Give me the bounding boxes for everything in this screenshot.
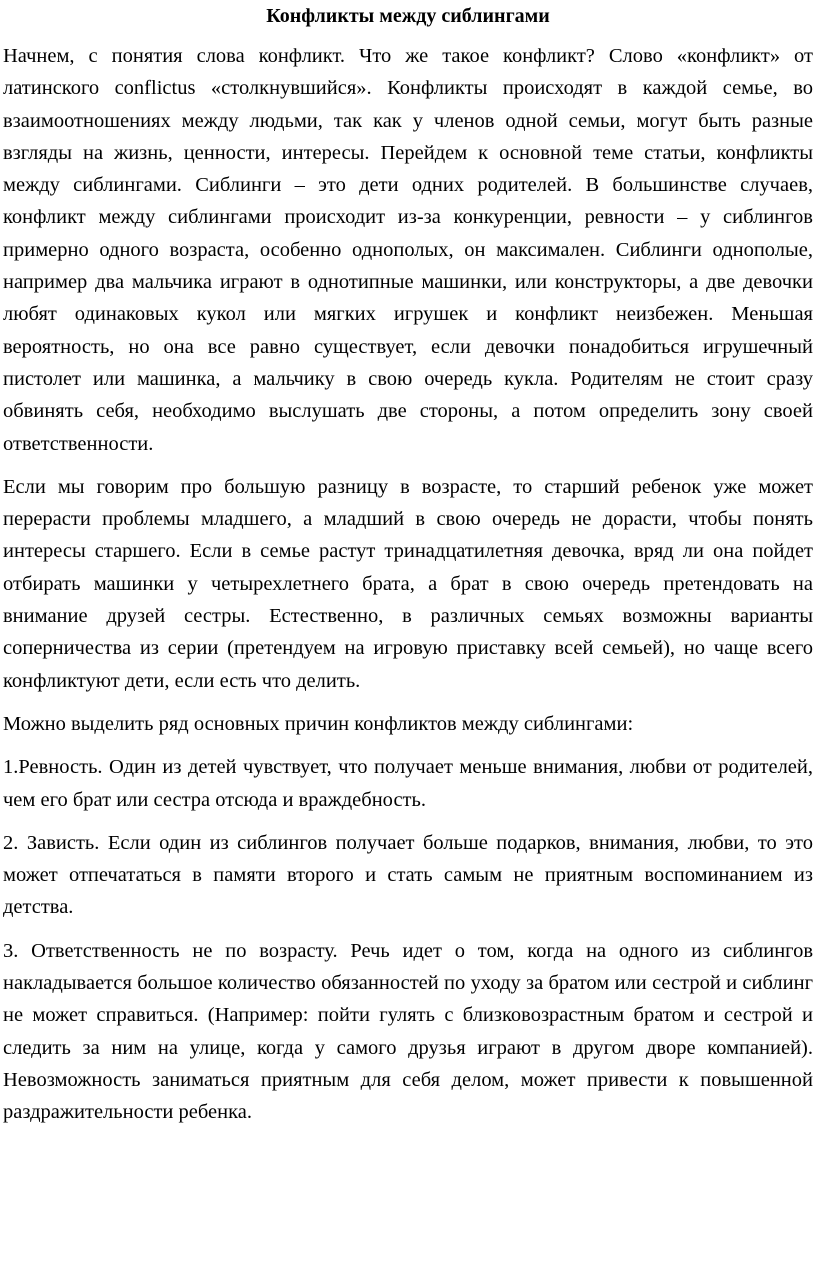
list-item-envy: 2. Зависть. Если один из сиблингов получает больше подарков, внимания, любви, то это может отпечататься в памяти второго и стать самым не приятным воспоминанием из детства. — [3, 831, 813, 919]
paragraph-age-difference: Если мы говорим про большую разницу в возрасте, то старший ребенок уже может перерасти проблемы младшего, а младший в свою очередь не дорасти, чтобы понять интересы старшего. Если в семье растут тринадцатилетняя девочка, вряд ли она пойдет отбирать машинки у четырехлетнего брата, а брат в свою очередь претендовать на внимание друзей сестры. Естественно, в различных семьях возможны варианты соперничества из серии (претендуем на игровую приставку всей семьей), но чаще всего конфликтуют дети, если есть что делить. — [3, 475, 813, 692]
list-item-responsibility: 3. Ответственность не по возрасту. Речь идет о том, когда на одного из сиблингов накладывается большое количество обязанностей по уходу за братом или сестрой и сиблинг не может справиться. (Например: пойти гулять с близковозрастным братом и сестрой и следить за ним на улице, когда у самого друзья играют в другом дворе компанией). Невозможность заниматься приятным для себя делом, может привести к повышенной раздражительности ребенка. — [3, 939, 813, 1124]
paragraph-intro: Начнем, с понятия слова конфликт. Что же такое конфликт? Слово «конфликт» от латинского conflictus «столкнувшийся». Конфликты происходят в каждой семье, во взаимоотношениях между людьми, так как у членов одной семьи, могут быть разные взгляды на жизнь, ценности, интересы. Перейдем к основной теме статьи, конфликты между сиблингами. Сиблинги – это дети одних родителей. В большинстве случаев, конфликт между сиблингами происходит из-за конкуренции, ревности – у сиблингов примерно одного возраста, особенно однополых, он максимален. Сиблинги однополые, например два мальчика играют в однотипные машинки, или конструкторы, а две девочки любят одинаковых кукол или мягких игрушек и конфликт неизбежен. Меньшая вероятность, но она все равно существует, если девочки понадобиться игрушечный пистолет или машинка, а мальчику в свою очередь кукла. Родителям не стоит сразу обвинять себя, необходимо выслушать две стороны, а потом определить зону своей ответственности. — [3, 45, 813, 455]
paragraph-causes-intro: Можно выделить ряд основных причин конфликтов между сиблингами: — [3, 712, 634, 735]
list-item-jealousy: 1.Ревность. Один из детей чувствует, что получает меньше внимания, любви от родителей, чем его брат или сестра отсюда и враждебность. — [3, 756, 813, 811]
document-title: Конфликты между сиблингами — [266, 5, 550, 27]
